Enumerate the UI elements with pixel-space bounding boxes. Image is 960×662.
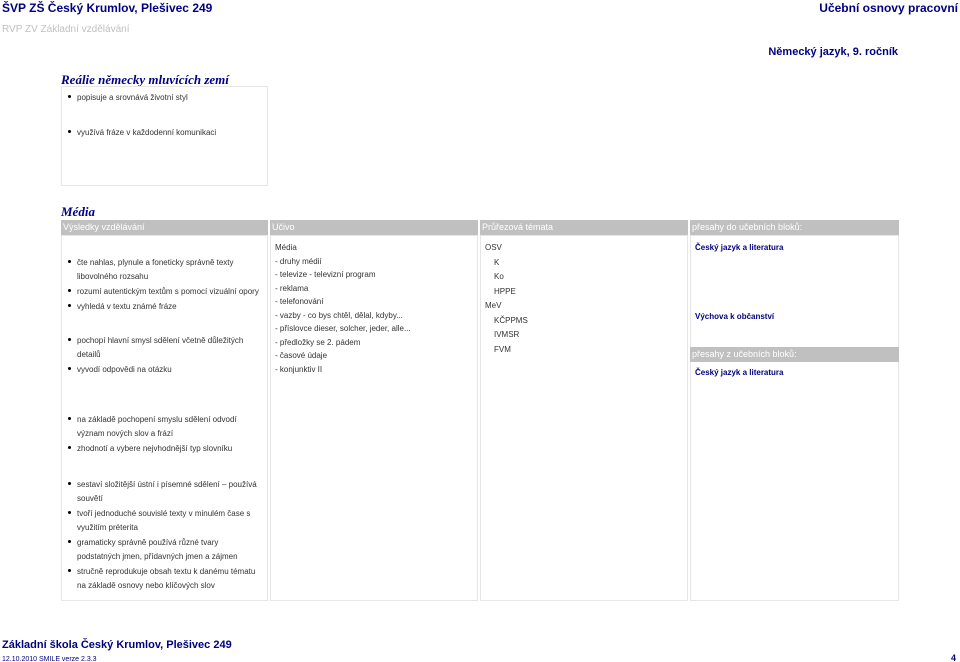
column-header-ucivo: Učivo <box>270 220 478 235</box>
list-item: pochopí hlavní smysl sdělení včetně důležitých detailů <box>67 334 259 362</box>
list-item: stručně reprodukuje obsah textu k danému tématu na základě osnovy nebo klíčových slov <box>67 565 263 593</box>
presahy-to-item-1: Český jazyk a literatura <box>695 243 784 252</box>
presahy-box <box>690 235 899 601</box>
section-title-realie: Reálie německy mluvících zemí <box>61 72 229 87</box>
list-item: sestaví složitější ústní i písemné sdělení – používá souvětí <box>67 478 263 506</box>
list-item: vyhledá v textu známé fráze <box>67 300 259 314</box>
list-item: zhodnotí a vybere nejvhodnější typ slovníku <box>67 442 259 456</box>
list-item: FVM <box>494 344 511 354</box>
list-item: využívá fráze v každodenní komunikaci <box>67 126 267 140</box>
footer-version: 12.10.2010 SMILE verze 2.3.3 <box>2 656 97 662</box>
list-item: - příslovce dieser, solcher, jeder, alle... <box>275 324 411 333</box>
page-number: 4 <box>950 653 956 662</box>
list-item: na základě pochopení smyslu sdělení odvodí význam nových slov a frází <box>67 413 259 441</box>
list-item: - telefonování <box>275 297 324 306</box>
column-header-presahy: přesahy do učebních bloků: <box>690 220 899 235</box>
ucivo-list <box>275 241 475 376</box>
presahy-from-item-1: Český jazyk a literatura <box>695 368 784 377</box>
cross-topic-mev: MeV <box>485 301 502 310</box>
outcome-list-2 <box>67 413 259 456</box>
list-item: K <box>494 257 500 267</box>
header-document-title: Učební osnovy pracovní <box>819 1 958 15</box>
list-item: - druhy médií <box>275 256 322 266</box>
list-item: rozumí autentickým textům s pomocí vizuální opory <box>67 285 259 299</box>
realie-outcome-list-2 <box>67 126 267 140</box>
presahy-from-header: přesahy z učebních bloků: <box>690 347 899 362</box>
list-item: Ko <box>494 272 504 281</box>
realie-outcome-list <box>67 91 267 105</box>
list-item: popisuje a srovnává životní styl <box>67 91 267 105</box>
header-school-name: ŠVP ZŠ Český Krumlov, Plešivec 249 <box>2 1 213 15</box>
list-item: - konjunktiv II <box>275 364 323 374</box>
subject-title: Německý jazyk, 9. ročník <box>768 46 898 58</box>
list-item: - televize - televizní program <box>275 270 376 279</box>
list-item: - časové údaje <box>275 351 328 360</box>
header-subtitle: RVP ZV Základní vzdělávání <box>2 24 130 35</box>
list-item: HPPE <box>494 286 516 296</box>
list-item: - vazby - co bys chtěl, dělal, kdyby... <box>275 310 403 320</box>
outcome-list-1 <box>67 256 259 377</box>
list-item: - reklama <box>275 283 309 293</box>
list-item: gramaticky správně používá různé tvary podstatných jmen, přídavných jmen a zájmen <box>67 536 263 564</box>
list-item: KČPPMS <box>494 315 528 325</box>
list-item: IVMSR <box>494 330 520 339</box>
presahy-to-item-2: Výchova k občanství <box>695 312 775 321</box>
column-header-outcomes: Výsledky vzdělávání <box>61 220 268 235</box>
cross-topics-list <box>485 241 675 357</box>
list-item: - předložky se 2. pádem <box>275 337 361 347</box>
ucivo-heading: Média <box>275 243 297 252</box>
section-title-media: Média <box>61 204 95 219</box>
cross-topic-osv: OSV <box>485 243 502 252</box>
list-item: čte nahlas, plynule a foneticky správně texty libovolného rozsahu <box>67 256 259 284</box>
column-header-cross-topics: Průřezová témata <box>480 220 688 235</box>
footer-school-name: Základní škola Český Krumlov, Plešivec 249 <box>2 639 232 651</box>
list-item: vyvodí odpovědi na otázku <box>67 363 259 377</box>
outcome-list-3 <box>67 478 263 593</box>
list-item: tvoří jednoduché souvislé texty v minulém čase s využitím préterita <box>67 507 263 535</box>
